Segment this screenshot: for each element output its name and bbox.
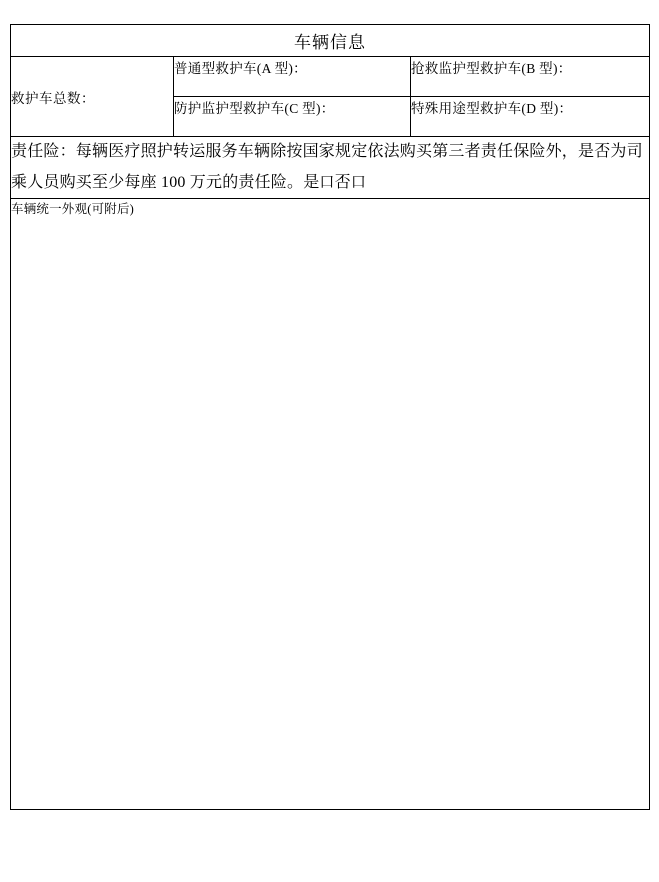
vehicle-info-table [10,24,650,810]
ambulance-type-b-label: 抢救监护型救护车(B 型)： [411,57,650,97]
ambulance-total-label: 救护车总数： [11,57,174,137]
table-row-insurance [11,137,650,199]
document-page [10,24,649,810]
table-row-title [11,25,650,57]
checkbox-no[interactable]: 口 [350,173,367,191]
ambulance-type-c-label: 防护监护型救护车(C 型)： [174,97,411,137]
vehicle-appearance-label: 车辆统一外观(可附后) [11,202,135,216]
liability-insurance-text: 责任险：每辆医疗照护转运服务车辆除按国家规定依法购买第三者责任保险外，是否为司乘人员购买至少每座 100 万元的责任险。是 [11,143,643,191]
liability-insurance-no-label: 否 [334,174,351,191]
page-title: 车辆信息 [11,25,650,57]
table-row-types-1 [11,57,650,97]
liability-insurance-question [11,137,650,199]
table-row-appearance [11,199,650,810]
vehicle-appearance-section[interactable] [11,199,650,810]
ambulance-type-a-label: 普通型救护车(A 型)： [174,57,411,97]
ambulance-type-d-label: 特殊用途型救护车(D 型)： [411,97,650,137]
checkbox-yes[interactable]: 口 [319,173,335,191]
